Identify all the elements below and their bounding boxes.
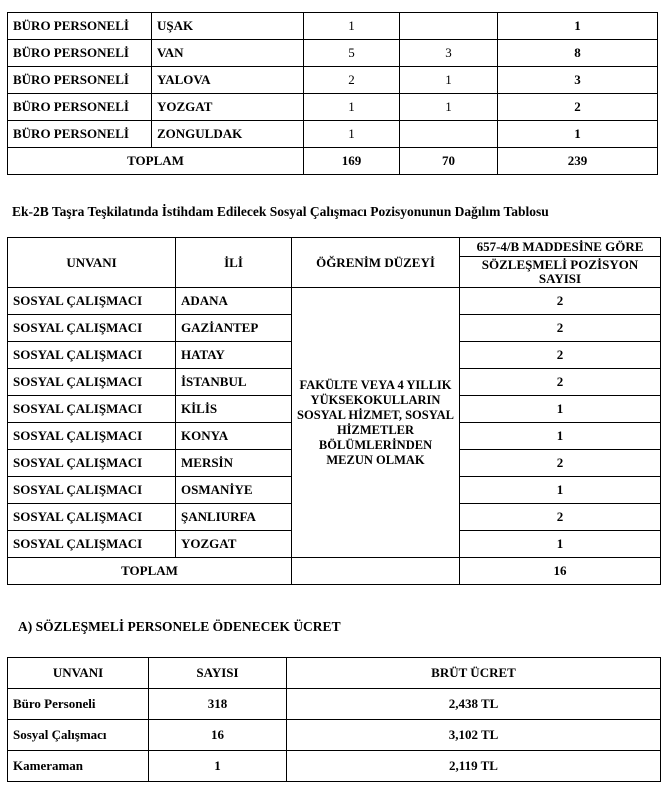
il-cell: YOZGAT bbox=[152, 94, 304, 121]
unvan-cell: BÜRO PERSONELİ bbox=[8, 67, 152, 94]
ucret-table bbox=[7, 657, 661, 782]
count-cell: 2 bbox=[460, 504, 661, 531]
unvan-cell: Kameraman bbox=[8, 751, 149, 782]
buro-personeli-table bbox=[7, 12, 658, 175]
table-row bbox=[8, 121, 658, 148]
value-cell: 1 bbox=[304, 13, 400, 40]
pozisyon-header: SÖZLEŞMELİ POZİSYON SAYISI bbox=[460, 257, 661, 288]
table-row bbox=[8, 67, 658, 94]
table-row bbox=[8, 94, 658, 121]
total-cell: 8 bbox=[498, 40, 658, 67]
count-cell: 2 bbox=[460, 315, 661, 342]
unvan-cell: BÜRO PERSONELİ bbox=[8, 121, 152, 148]
sayisi-cell: 1 bbox=[149, 751, 287, 782]
brut-cell: 2,438 TL bbox=[287, 689, 661, 720]
count-cell: 1 bbox=[460, 423, 661, 450]
sayisi-header: SAYISI bbox=[149, 658, 287, 689]
il-cell: İSTANBUL bbox=[176, 369, 292, 396]
unvan-header: UNVANI bbox=[8, 658, 149, 689]
il-cell: HATAY bbox=[176, 342, 292, 369]
grand-total: 16 bbox=[460, 558, 661, 585]
value-cell: 1 bbox=[304, 121, 400, 148]
value-cell: 1 bbox=[400, 67, 498, 94]
unvan-header: UNVANI bbox=[8, 238, 176, 288]
il-cell: MERSİN bbox=[176, 450, 292, 477]
il-cell: KONYA bbox=[176, 423, 292, 450]
unvan-cell: SOSYAL ÇALIŞMACI bbox=[8, 477, 176, 504]
total-cell: 3 bbox=[498, 67, 658, 94]
total-label: TOPLAM bbox=[8, 558, 292, 585]
ek2b-heading: Ek-2B Taşra Teşkilatında İstihdam Edilecek Sosyal Çalışmacı Pozisyonunun Dağılım Tablosu bbox=[12, 204, 549, 219]
ogrenim-header: ÖĞRENİM DÜZEYİ bbox=[292, 238, 460, 288]
unvan-cell: BÜRO PERSONELİ bbox=[8, 94, 152, 121]
header-row bbox=[8, 658, 661, 689]
il-cell: GAZİANTEP bbox=[176, 315, 292, 342]
unvan-cell: SOSYAL ÇALIŞMACI bbox=[8, 531, 176, 558]
table-row bbox=[8, 689, 661, 720]
table-row bbox=[8, 40, 658, 67]
il-cell: KİLİS bbox=[176, 396, 292, 423]
unvan-cell: SOSYAL ÇALIŞMACI bbox=[8, 342, 176, 369]
unvan-cell: SOSYAL ÇALIŞMACI bbox=[8, 504, 176, 531]
brut-cell: 3,102 TL bbox=[287, 720, 661, 751]
count-cell: 1 bbox=[460, 396, 661, 423]
il-cell: UŞAK bbox=[152, 13, 304, 40]
total-cell: 1 bbox=[498, 13, 658, 40]
il-cell: YALOVA bbox=[152, 67, 304, 94]
total-value: 169 bbox=[304, 148, 400, 175]
total-row bbox=[8, 558, 661, 585]
il-cell: ZONGULDAK bbox=[152, 121, 304, 148]
total-cell: 1 bbox=[498, 121, 658, 148]
count-cell: 2 bbox=[460, 369, 661, 396]
madde-header: 657-4/B MADDESİNE GÖRE bbox=[460, 238, 661, 257]
total-row bbox=[8, 148, 658, 175]
il-cell: ŞANLIURFA bbox=[176, 504, 292, 531]
unvan-cell: Sosyal Çalışmacı bbox=[8, 720, 149, 751]
sosyal-calismaci-table bbox=[7, 237, 661, 585]
value-cell bbox=[400, 121, 498, 148]
unvan-cell: BÜRO PERSONELİ bbox=[8, 13, 152, 40]
value-cell bbox=[400, 13, 498, 40]
ucret-heading: A) SÖZLEŞMELİ PERSONELE ÖDENECEK ÜCRET bbox=[18, 619, 341, 634]
value-cell: 3 bbox=[400, 40, 498, 67]
value-cell: 2 bbox=[304, 67, 400, 94]
unvan-cell: SOSYAL ÇALIŞMACI bbox=[8, 369, 176, 396]
il-cell: OSMANİYE bbox=[176, 477, 292, 504]
header-row bbox=[8, 238, 661, 257]
brut-cell: 2,119 TL bbox=[287, 751, 661, 782]
table-row bbox=[8, 751, 661, 782]
sayisi-cell: 318 bbox=[149, 689, 287, 720]
total-value: 70 bbox=[400, 148, 498, 175]
table-row bbox=[8, 13, 658, 40]
value-cell: 1 bbox=[400, 94, 498, 121]
count-cell: 1 bbox=[460, 477, 661, 504]
brut-header: BRÜT ÜCRET bbox=[287, 658, 661, 689]
empty-cell bbox=[292, 558, 460, 585]
unvan-cell: SOSYAL ÇALIŞMACI bbox=[8, 423, 176, 450]
il-cell: ADANA bbox=[176, 288, 292, 315]
unvan-cell: Büro Personeli bbox=[8, 689, 149, 720]
grand-total: 239 bbox=[498, 148, 658, 175]
total-cell: 2 bbox=[498, 94, 658, 121]
count-cell: 2 bbox=[460, 342, 661, 369]
value-cell: 1 bbox=[304, 94, 400, 121]
unvan-cell: SOSYAL ÇALIŞMACI bbox=[8, 450, 176, 477]
education-requirement: FAKÜLTE VEYA 4 YILLIK YÜKSEKOKULLARIN SOSYAL HİZMET, SOSYAL HİZMETLER BÖLÜMLERİNDEN MEZUN OLMAK bbox=[292, 288, 460, 558]
unvan-cell: BÜRO PERSONELİ bbox=[8, 40, 152, 67]
il-cell: VAN bbox=[152, 40, 304, 67]
il-cell: YOZGAT bbox=[176, 531, 292, 558]
unvan-cell: SOSYAL ÇALIŞMACI bbox=[8, 396, 176, 423]
total-label: TOPLAM bbox=[8, 148, 304, 175]
count-cell: 2 bbox=[460, 288, 661, 315]
table-row bbox=[8, 720, 661, 751]
value-cell: 5 bbox=[304, 40, 400, 67]
unvan-cell: SOSYAL ÇALIŞMACI bbox=[8, 315, 176, 342]
table-row bbox=[8, 288, 661, 315]
count-cell: 1 bbox=[460, 531, 661, 558]
unvan-cell: SOSYAL ÇALIŞMACI bbox=[8, 288, 176, 315]
il-header: İLİ bbox=[176, 238, 292, 288]
sayisi-cell: 16 bbox=[149, 720, 287, 751]
count-cell: 2 bbox=[460, 450, 661, 477]
